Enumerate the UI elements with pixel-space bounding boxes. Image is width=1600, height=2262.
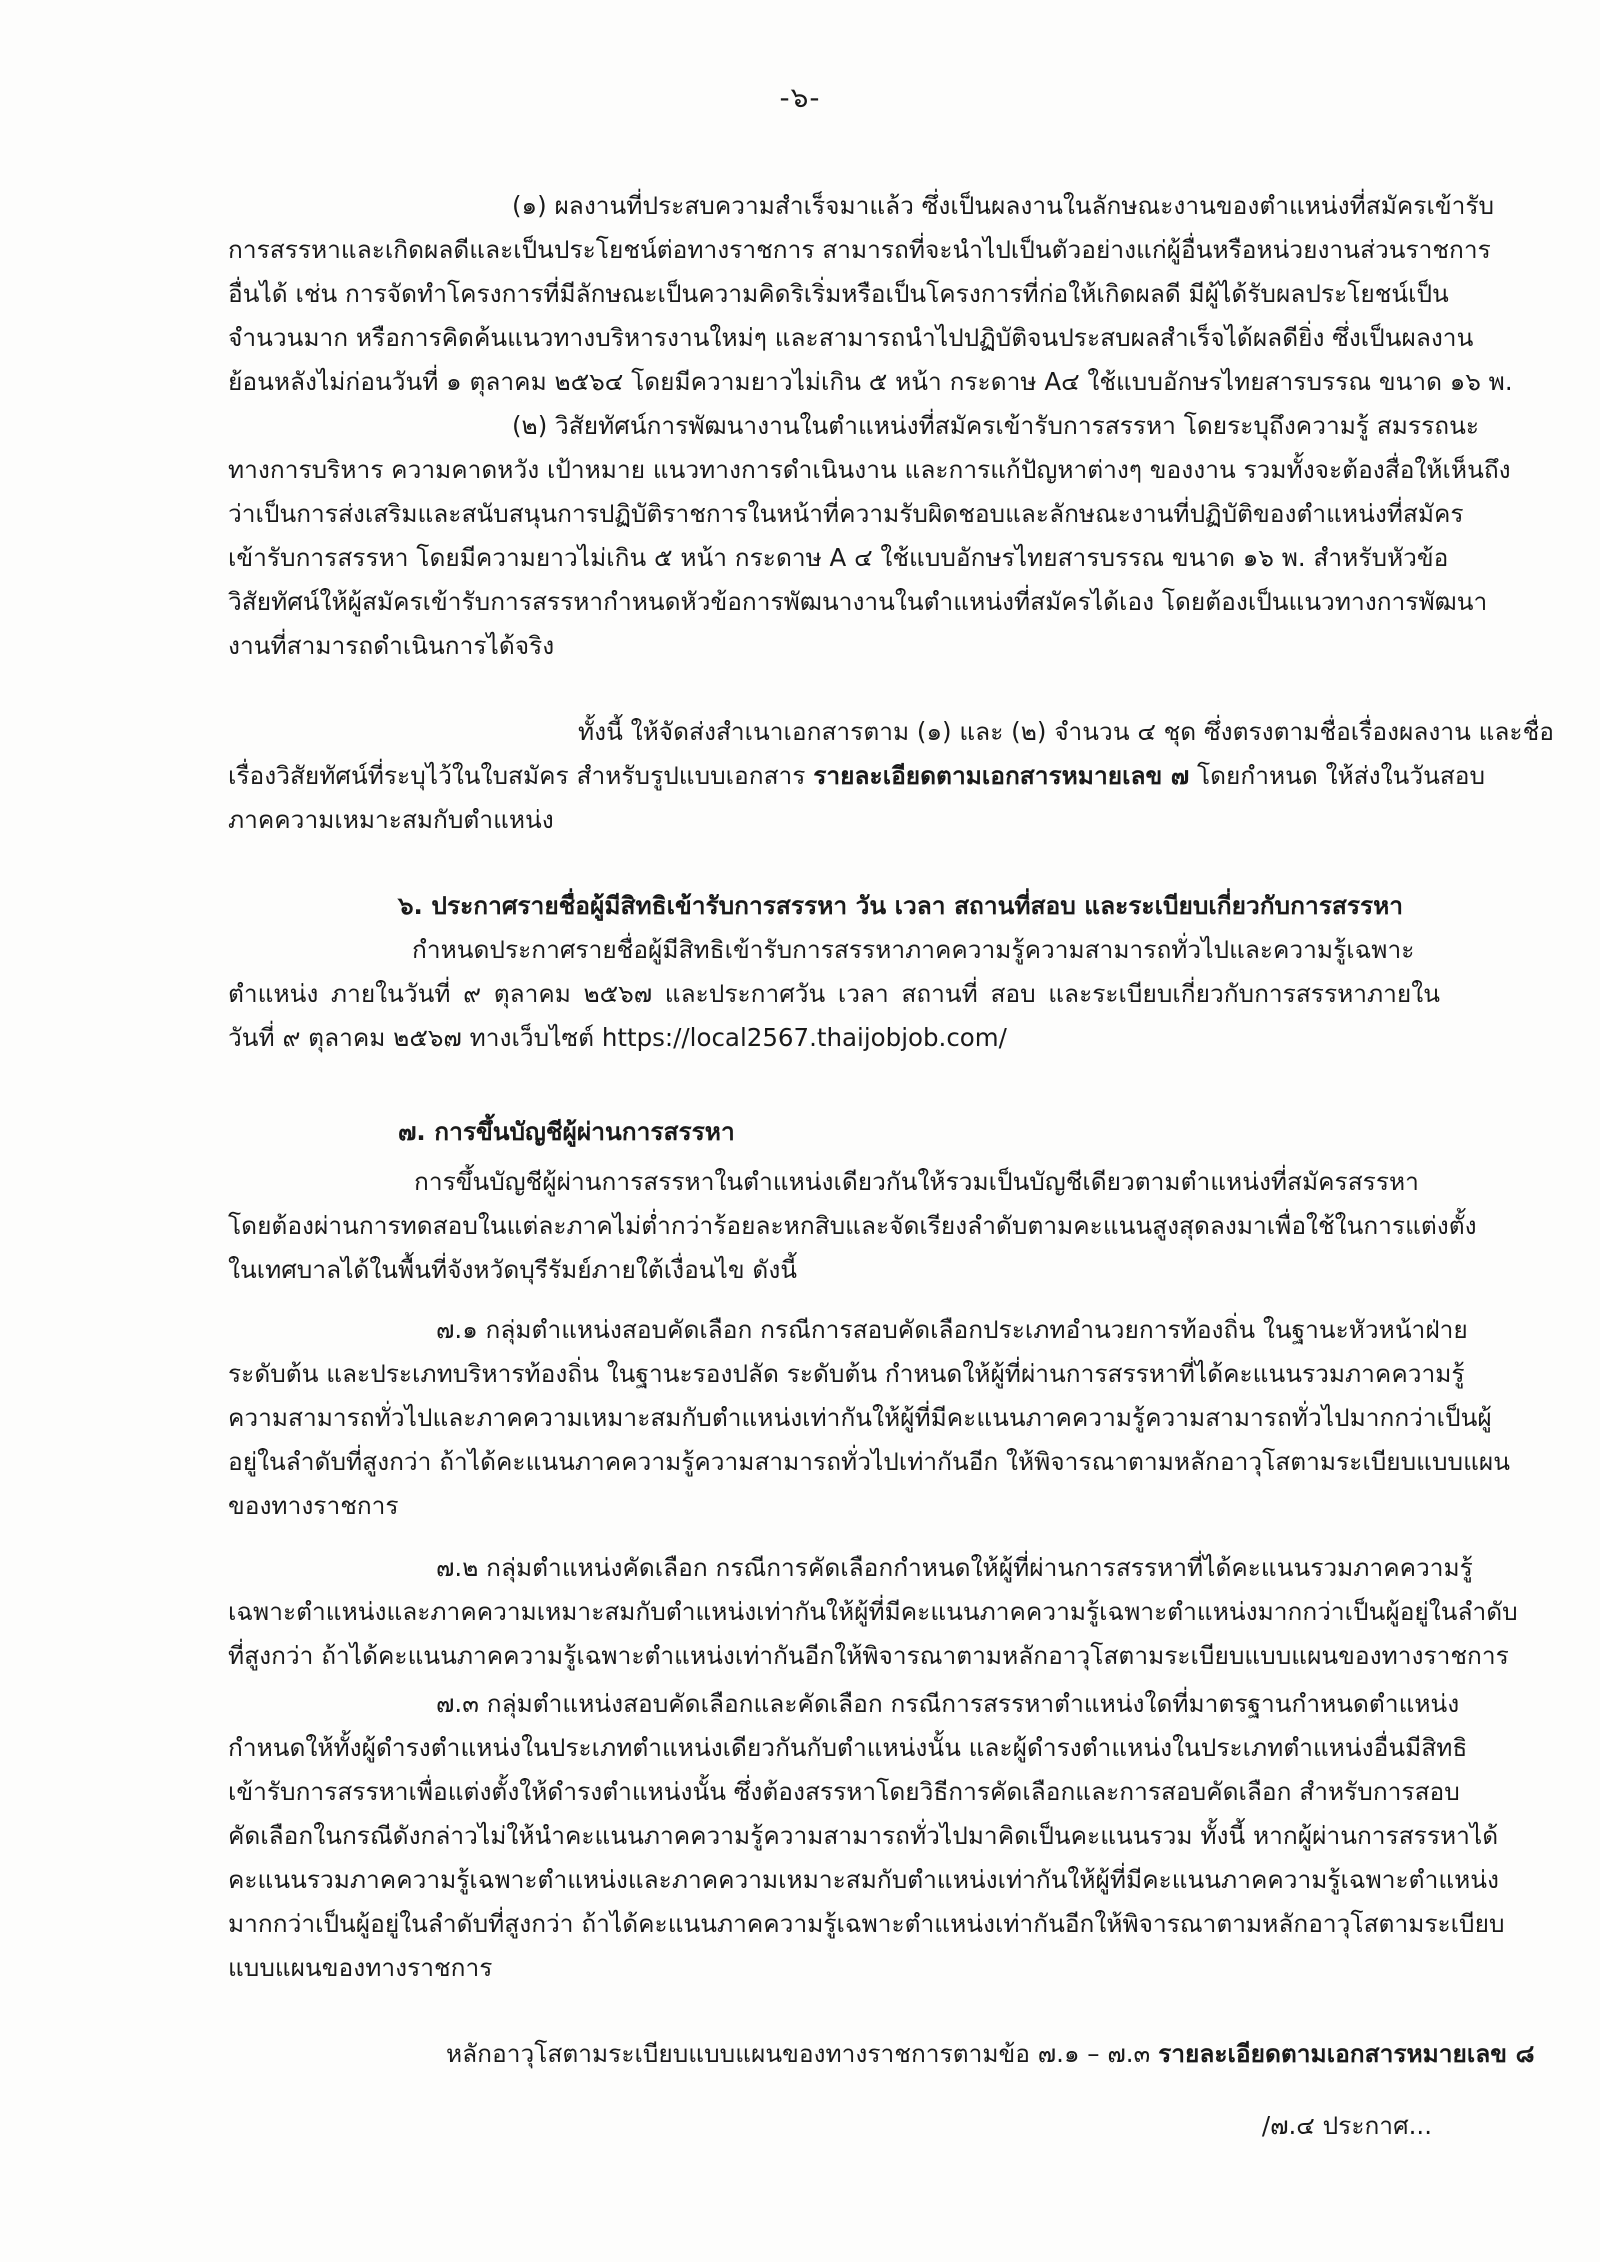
section-7-intro-1: การขึ้นบัญชีผู้ผ่านการสรรหาในตำแหน่งเดียวกันให้รวมเป็นบัญชีเดียวตามตำแหน่งที่สมัครสรรหา — [414, 1167, 1419, 1196]
item2-line-4: เข้ารับการสรรหา โดยมีความยาวไม่เกิน ๕ หน้า กระดาษ A ๔ ใช้แบบอักษรไทยสารบรรณ ขนาด ๑๖ พ. สำหรับหัวข้อ — [228, 543, 1449, 572]
clause-7-3-line-7: แบบแผนของทางราชการ — [228, 1953, 493, 1982]
clause-7-3-line-4: คัดเลือกในกรณีดังกล่าวไม่ให้นำคะแนนภาคความรู้ความสามารถทั่วไปมาคิดเป็นคะแนนรวม ทั้งนี้ หากผู้ผ่านการสรรหาได้ — [228, 1821, 1499, 1850]
page-number: -๖- — [779, 81, 821, 114]
clause-7-1-line-3: ความสามารถทั่วไปและภาคความเหมาะสมกับตำแหน่งเท่ากันให้ผู้ที่มีคะแนนภาคความรู้ความสามารถทั่วไปมากกว่าเป็นผู้ — [228, 1403, 1492, 1432]
submit-line-2-text: เรื่องวิสัยทัศน์ที่ระบุไว้ในใบสมัคร สำหรับรูปแบบเอกสาร — [228, 761, 814, 790]
section-6-heading: ๖. ประกาศรายชื่อผู้มีสิทธิเข้ารับการสรรหา วัน เวลา สถานที่สอบ และระเบียบเกี่ยวกับการสรรหา — [398, 891, 1404, 920]
submit-line-2 — [228, 756, 1486, 796]
item2-line-6: งานที่สามารถดำเนินการได้จริง — [228, 631, 555, 660]
item2-line-2: ทางการบริหาร ความคาดหวัง เป้าหมาย แนวทางการดำเนินงาน และการแก้ปัญหาต่างๆ ของงาน รวมทั้งจะต้องสื่อให้เห็นถึง — [228, 455, 1511, 484]
section-7-heading: ๗. การขึ้นบัญชีผู้ผ่านการสรรหา — [398, 1117, 735, 1146]
clause-7-2-line-2: เฉพาะตำแหน่งและภาคความเหมาะสมกับตำแหน่งเท่ากันให้ผู้ที่มีคะแนนภาคความรู้เฉพาะตำแหน่งมากกว่าเป็นผู้อยู่ในลำดับ — [228, 1597, 1518, 1626]
section-7-intro-3: ในเทศบาลได้ในพื้นที่จังหวัดบุรีรัมย์ภายใต้เงื่อนไข ดังนี้ — [228, 1255, 798, 1284]
item2-line-1: (๒) วิสัยทัศน์การพัฒนางานในตำแหน่งที่สมัครเข้ารับการสรรหา โดยระบุถึงความรู้ สมรรถนะ — [512, 411, 1479, 440]
section-6-line-1: กำหนดประกาศรายชื่อผู้มีสิทธิเข้ารับการสรรหาภาคความรู้ความสามารถทั่วไปและความรู้เฉพาะ — [412, 935, 1415, 964]
section-6-line-2: ตำแหน่ง ภายในวันที่ ๙ ตุลาคม ๒๕๖๗ และประกาศวัน เวลา สถานที่ สอบ และระเบียบเกี่ยวกับการสรรหาภายใน — [228, 979, 1440, 1008]
clause-7-3-line-2: กำหนดให้ทั้งผู้ดำรงตำแหน่งในประเภทตำแหน่งเดียวกันกับตำแหน่งนั้น และผู้ดำรงตำแหน่งในประเภทตำแหน่งอื่นมีสิทธิ — [228, 1733, 1468, 1762]
item2-line-3: ว่าเป็นการส่งเสริมและสนับสนุนการปฏิบัติราชการในหน้าที่ความรับผิดชอบและลักษณะงานที่ปฏิบัติของตำแหน่งที่สมัคร — [228, 499, 1464, 528]
continuation-marker: /๗.๔ ประกาศ... — [1261, 2111, 1432, 2140]
clause-7-3-line-1: ๗.๓ กลุ่มตำแหน่งสอบคัดเลือกและคัดเลือก กรณีการสรรหาตำแหน่งใดที่มาตรฐานกำหนดตำแหน่ง — [436, 1689, 1460, 1718]
section-7-intro-2: โดยต้องผ่านการทดสอบในแต่ละภาคไม่ต่ำกว่าร้อยละหกสิบและจัดเรียงลำดับตามคะแนนสูงสุดลงมาเพื่อใช้ในการแต่งตั้ง — [228, 1211, 1477, 1240]
item1-line-3: อื่นได้ เช่น การจัดทำโครงการที่มีลักษณะเป็นความคิดริเริ่มหรือเป็นโครงการที่ก่อให้เกิดผลดี มีผู้ได้รับผลประโยชน์เป็น — [228, 279, 1449, 308]
submit-line-3: ภาคความเหมาะสมกับตำแหน่ง — [228, 805, 554, 834]
submit-line-2-tail: โดยกำหนด ให้ส่งในวันสอบ — [1189, 761, 1486, 790]
clause-7-3-line-3: เข้ารับการสรรหาเพื่อแต่งตั้งให้ดำรงตำแหน่งนั้น ซึ่งต้องสรรหาโดยวิธีการคัดเลือกและการสอบคัดเลือก สำหรับการสอบ — [228, 1777, 1460, 1806]
clause-7-1-line-2: ระดับต้น และประเภทบริหารท้องถิ่น ในฐานะรองปลัด ระดับต้น กำหนดให้ผู้ที่ผ่านการสรรหาที่ได้คะแนนรวมภาคความรู้ — [228, 1359, 1465, 1388]
seniority-text: หลักอาวุโสตามระเบียบแบบแผนของทางราชการตามข้อ ๗.๑ – ๗.๓ — [446, 2039, 1159, 2068]
submit-line-1: ทั้งนี้ ให้จัดส่งสำเนาเอกสารตาม (๑) และ (๒) จำนวน ๔ ชุด ซึ่งตรงตามชื่อเรื่องผลงาน และชื่อ — [578, 717, 1554, 746]
clause-7-1-line-4: อยู่ในลำดับที่สูงกว่า ถ้าได้คะแนนภาคความรู้ความสามารถทั่วไปเท่ากันอีก ให้พิจารณาตามหลักอาวุโสตามระเบียบแบบแผน — [228, 1447, 1510, 1476]
seniority-line — [446, 2034, 1535, 2074]
clause-7-3-line-5: คะแนนรวมภาคความรู้เฉพาะตำแหน่งและภาคความเหมาะสมกับตำแหน่งเท่ากันให้ผู้ที่มีคะแนนภาคความรู้เฉพาะตำแหน่ง — [228, 1865, 1499, 1894]
clause-7-1-line-1: ๗.๑ กลุ่มตำแหน่งสอบคัดเลือก กรณีการสอบคัดเลือกประเภทอำนวยการท้องถิ่น ในฐานะหัวหน้าฝ่าย — [436, 1315, 1468, 1344]
section-6-line-3: วันที่ ๙ ตุลาคม ๒๕๖๗ ทางเว็บไซต์ https://local2567.thaijobjob.com/ — [228, 1023, 1007, 1052]
item1-line-1: (๑) ผลงานที่ประสบความสำเร็จมาแล้ว ซึ่งเป็นผลงานในลักษณะงานของตำแหน่งที่สมัครเข้ารับ — [512, 191, 1495, 220]
clause-7-2-line-1: ๗.๒ กลุ่มตำแหน่งคัดเลือก กรณีการคัดเลือกกำหนดให้ผู้ที่ผ่านการสรรหาที่ได้คะแนนรวมภาคความรู้ — [436, 1553, 1473, 1582]
item2-line-5: วิสัยทัศน์ให้ผู้สมัครเข้ารับการสรรหากำหนดหัวข้อการพัฒนางานในตำแหน่งที่สมัครได้เอง โดยต้องเป็นแนวทางการพัฒนา — [228, 587, 1488, 616]
document-8-reference: รายละเอียดตามเอกสารหมายเลข ๘ — [1158, 2039, 1535, 2068]
document-7-reference: รายละเอียดตามเอกสารหมายเลข ๗ — [813, 761, 1190, 790]
item1-line-2: การสรรหาและเกิดผลดีและเป็นประโยชน์ต่อทางราชการ สามารถที่จะนำไปเป็นตัวอย่างแก่ผู้อื่นหรือหน่วยงานส่วนราชการ — [228, 235, 1491, 264]
clause-7-2-line-3: ที่สูงกว่า ถ้าได้คะแนนภาคความรู้เฉพาะตำแหน่งเท่ากันอีกให้พิจารณาตามหลักอาวุโสตามระเบียบแบบแผนของทางราชการ — [228, 1641, 1509, 1670]
clause-7-3-line-6: มากกว่าเป็นผู้อยู่ในลำดับที่สูงกว่า ถ้าได้คะแนนภาคความรู้เฉพาะตำแหน่งเท่ากันอีกให้พิจารณาตามหลักอาวุโสตามระเบียบ — [228, 1909, 1505, 1938]
clause-7-1-line-5: ของทางราชการ — [228, 1491, 399, 1520]
item1-line-4: จำนวนมาก หรือการคิดค้นแนวทางบริหารงานใหม่ๆ และสามารถนำไปปฏิบัติจนประสบผลสำเร็จได้ผลดียิ่ง ซึ่งเป็นผลงาน — [228, 323, 1474, 352]
item1-line-5: ย้อนหลังไม่ก่อนวันที่ ๑ ตุลาคม ๒๕๖๔ โดยมีความยาวไม่เกิน ๕ หน้า กระดาษ A๔ ใช้แบบอักษรไทยสารบรรณ ขนาด ๑๖ พ. — [228, 367, 1513, 396]
